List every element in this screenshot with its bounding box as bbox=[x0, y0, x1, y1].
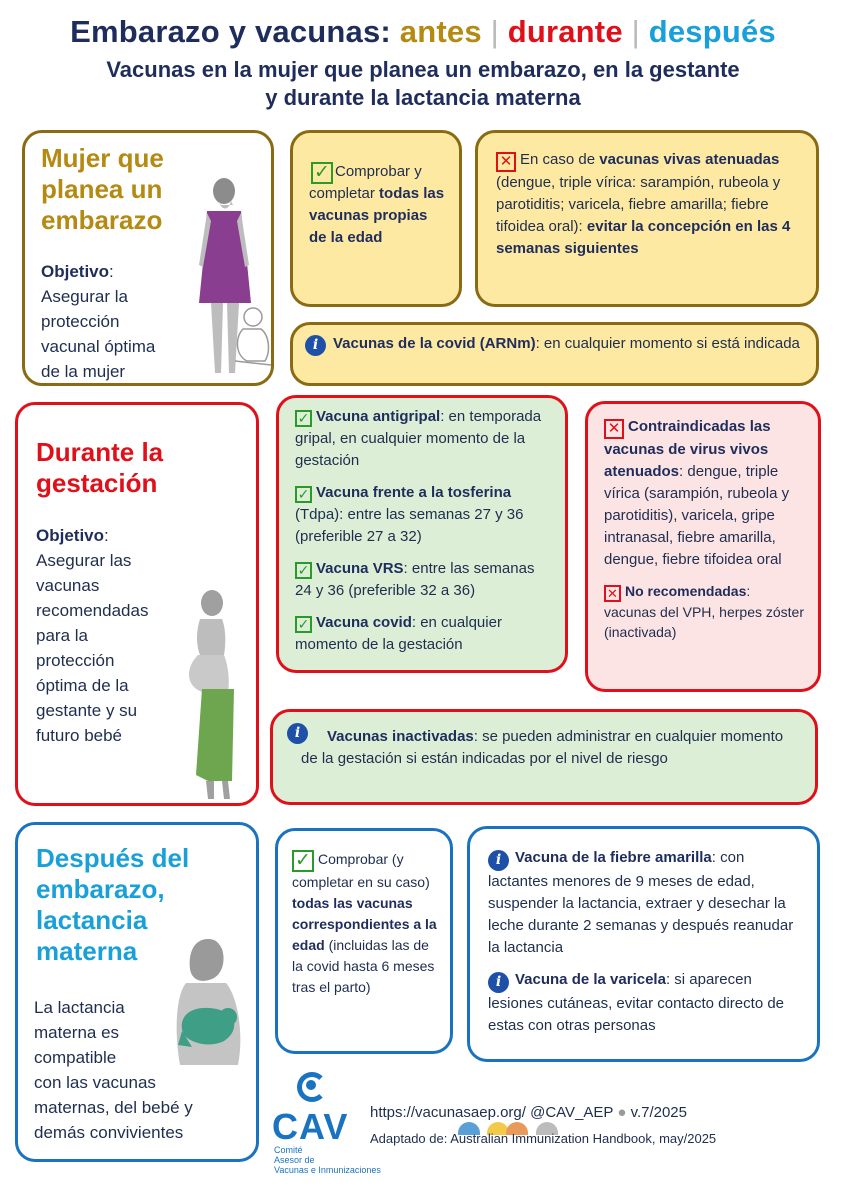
text: : en temporada gripal, en cualquier momento de la gestación bbox=[295, 408, 542, 469]
cav-logo-subtitle bbox=[274, 1145, 381, 1175]
antes-check-box bbox=[290, 130, 462, 307]
objective-line: de la mujer bbox=[41, 362, 126, 381]
yellow-fever-text bbox=[488, 847, 803, 959]
cav-logo-text: CAV bbox=[272, 1106, 349, 1147]
check-icon: ✓ bbox=[295, 486, 312, 503]
inactivated-text bbox=[301, 726, 801, 770]
objective-line: Asegurar la bbox=[41, 287, 128, 306]
bold-text: vacunas vivas atenuadas bbox=[599, 151, 780, 168]
footer-url-link[interactable]: https://vacunasaep.org/ bbox=[370, 1104, 526, 1121]
footer-version: v.7/2025 bbox=[630, 1104, 687, 1121]
title-line: Después del bbox=[36, 843, 190, 873]
antes-live-text bbox=[496, 149, 802, 260]
text: : dengue, triple vírica (sarampión, rubeola y parotiditis), varicela, gripe intranasal, fiebre amarilla, dengue, fiebre tifoidea oral bbox=[604, 463, 790, 568]
baby-figure-icon bbox=[225, 303, 275, 373]
footer-bullet: ● bbox=[617, 1104, 627, 1121]
text: : si aparecen lesiones cutáneas, evitar contacto directo de estas con otras personas bbox=[488, 971, 785, 1034]
title-line: embarazo bbox=[41, 205, 163, 235]
objective-line: protección bbox=[36, 651, 115, 670]
text: : vacunas del VPH, herpes zóster (inactivada) bbox=[604, 583, 804, 640]
check-icon: ✓ bbox=[295, 562, 312, 579]
section-antes-panel bbox=[22, 130, 274, 386]
text-line: materna es bbox=[34, 1023, 120, 1042]
section-despues-panel bbox=[15, 822, 259, 1162]
text: : con lactantes menores de 9 meses de edad, suspender la lactancia, extraer y desechar la leche durante 2 semanas y después reanudar la lactancia bbox=[488, 849, 794, 956]
despues-check-text bbox=[292, 849, 438, 998]
objective-line: gestante y su bbox=[36, 701, 138, 720]
text: : se pueden administrar en cualquier momento de la gestación si están indicadas por el nivel de riesgo bbox=[301, 728, 784, 767]
title-despues: después bbox=[648, 14, 776, 49]
antes-covid-box bbox=[290, 322, 819, 386]
bold-text: evitar la concepción en las 4 semanas siguientes bbox=[496, 218, 791, 257]
objective-line: vacunas bbox=[36, 576, 100, 595]
cross-icon: ✕ bbox=[604, 419, 624, 439]
info-icon: i bbox=[488, 972, 509, 993]
footer-handle: @CAV_AEP bbox=[530, 1104, 614, 1121]
title-separator: | bbox=[631, 14, 640, 49]
title-line: embarazo, bbox=[36, 874, 165, 904]
text-line: demás convivientes bbox=[34, 1123, 184, 1142]
despues-info-box bbox=[467, 826, 820, 1062]
objective-label: Objetivo bbox=[36, 526, 105, 545]
not-recommended-text bbox=[604, 581, 806, 642]
section-durante-title bbox=[36, 437, 163, 499]
antes-covid-text bbox=[305, 333, 802, 355]
objective-line: recomendadas bbox=[36, 601, 149, 620]
text: En caso de bbox=[520, 151, 596, 168]
objective-line: vacunal óptima bbox=[41, 337, 156, 356]
bold-text: Vacuna frente a la tosferina bbox=[316, 484, 512, 501]
text-line: con las vacunas bbox=[34, 1073, 156, 1092]
bold-text: Vacuna de la fiebre amarilla bbox=[515, 849, 712, 866]
subtitle-line-2: y durante la lactancia materna bbox=[265, 85, 581, 110]
list-item bbox=[295, 406, 553, 472]
list-item bbox=[295, 612, 553, 656]
info-icon: i bbox=[287, 720, 314, 744]
text-line: maternas, del bebé y bbox=[34, 1098, 193, 1117]
check-icon: ✓ bbox=[295, 616, 312, 633]
text-line: La lactancia bbox=[34, 998, 125, 1017]
title-line: Durante la bbox=[36, 437, 164, 467]
info-icon: i bbox=[305, 332, 332, 356]
title-durante: durante bbox=[507, 14, 623, 49]
section-despues-title bbox=[36, 843, 189, 967]
list-item bbox=[295, 482, 553, 548]
bold-text: Vacuna covid bbox=[316, 614, 412, 631]
bold-text: todas las vacunas propias de la edad bbox=[309, 185, 445, 246]
text: Comprobar y bbox=[335, 163, 422, 180]
section-durante-objective: Objetivo: Asegurar las vacunas recomendadas para la protección óptima de la gestante y su futuro bebé bbox=[36, 523, 148, 748]
check-icon: ✓ bbox=[311, 161, 337, 184]
antes-live-vaccines-box bbox=[475, 130, 819, 307]
text: Comprobar (y completar en su caso) bbox=[292, 851, 430, 890]
logo-sub-line: Comité bbox=[274, 1145, 303, 1155]
text: (Tdpa): entre las semanas 27 y 36 (preferible 27 a 32) bbox=[295, 506, 524, 545]
pregnant-figure-icon bbox=[178, 585, 258, 805]
page-subtitle bbox=[0, 56, 846, 112]
text-line: compatible bbox=[34, 1048, 117, 1067]
footer-links bbox=[370, 1104, 687, 1121]
title-main: Embarazo y vacunas: bbox=[70, 14, 391, 49]
objective-line: protección bbox=[41, 312, 120, 331]
bold-text: Vacuna de la varicela bbox=[515, 971, 666, 988]
objective-line: óptima de la bbox=[36, 676, 129, 695]
bold-text: Vacunas de la covid (ARNm) bbox=[333, 335, 536, 352]
text: : en cualquier momento si está indicada bbox=[535, 335, 800, 352]
varicella-text bbox=[488, 969, 803, 1037]
objective-label: Objetivo bbox=[41, 262, 110, 281]
bold-text: Vacuna antigripal bbox=[316, 408, 441, 425]
durante-inactivated-box bbox=[270, 709, 818, 805]
footer-adapted-text: Adaptado de: Australian Immunization Handbook, may/2025 bbox=[370, 1131, 717, 1146]
bold-text: Contraindicadas las vacunas de virus vivos atenuados bbox=[604, 418, 771, 480]
bold-text: No recomendadas bbox=[625, 583, 747, 599]
logo-sub-line: Asesor de bbox=[274, 1155, 315, 1165]
bold-text: todas las vacunas correspondientes a la edad bbox=[292, 895, 437, 953]
title-line: Mujer que bbox=[41, 143, 164, 173]
bold-text: Vacunas inactivadas bbox=[327, 728, 474, 745]
cav-logo-dot-icon bbox=[306, 1080, 316, 1090]
check-icon: ✓ bbox=[292, 850, 314, 872]
durante-recommended-box bbox=[276, 395, 568, 673]
text: : en cualquier momento de la gestación bbox=[295, 614, 502, 653]
title-line: lactancia bbox=[36, 905, 148, 935]
title-antes: antes bbox=[399, 14, 482, 49]
title-line: planea un bbox=[41, 174, 163, 204]
objective-line: futuro bebé bbox=[36, 726, 123, 745]
title-line: materna bbox=[36, 936, 138, 966]
subtitle-line-1: Vacunas en la mujer que planea un embarazo, en la gestante bbox=[106, 57, 740, 82]
despues-check-box bbox=[275, 828, 453, 1054]
list-item bbox=[295, 558, 553, 602]
title-separator: | bbox=[490, 14, 499, 49]
title-line: gestación bbox=[36, 468, 158, 498]
durante-contraindicated-box bbox=[585, 401, 821, 692]
cross-icon: ✕ bbox=[496, 152, 516, 172]
objective-line: Asegurar las bbox=[36, 551, 132, 570]
logo-sub-line: Vacunas e Inmunizaciones bbox=[274, 1165, 381, 1175]
check-icon: ✓ bbox=[295, 410, 312, 427]
text: completar bbox=[309, 185, 375, 202]
section-antes-objective: Objetivo: Asegurar la protección vacunal óptima de la mujer bbox=[41, 259, 155, 384]
breastfeeding-figure-icon bbox=[168, 935, 258, 1075]
page-title bbox=[0, 14, 846, 50]
info-icon: i bbox=[488, 850, 509, 871]
section-durante-panel bbox=[15, 402, 259, 806]
text: (incluidas las de la covid hasta 6 meses tras el parto) bbox=[292, 937, 435, 995]
cross-icon: ✕ bbox=[604, 585, 621, 602]
bold-text: Vacuna VRS bbox=[316, 560, 404, 577]
text: (dengue, triple vírica: sarampión, rubeola y parotiditis; varicela, fiebre amarilla; fiebre tifoidea oral): bbox=[496, 174, 781, 235]
contraindicated-text bbox=[604, 416, 806, 571]
text: : entre las semanas 24 y 36 (preferible 32 a 36) bbox=[295, 560, 535, 599]
objective-line: para la bbox=[36, 626, 88, 645]
section-antes-title bbox=[41, 143, 164, 236]
